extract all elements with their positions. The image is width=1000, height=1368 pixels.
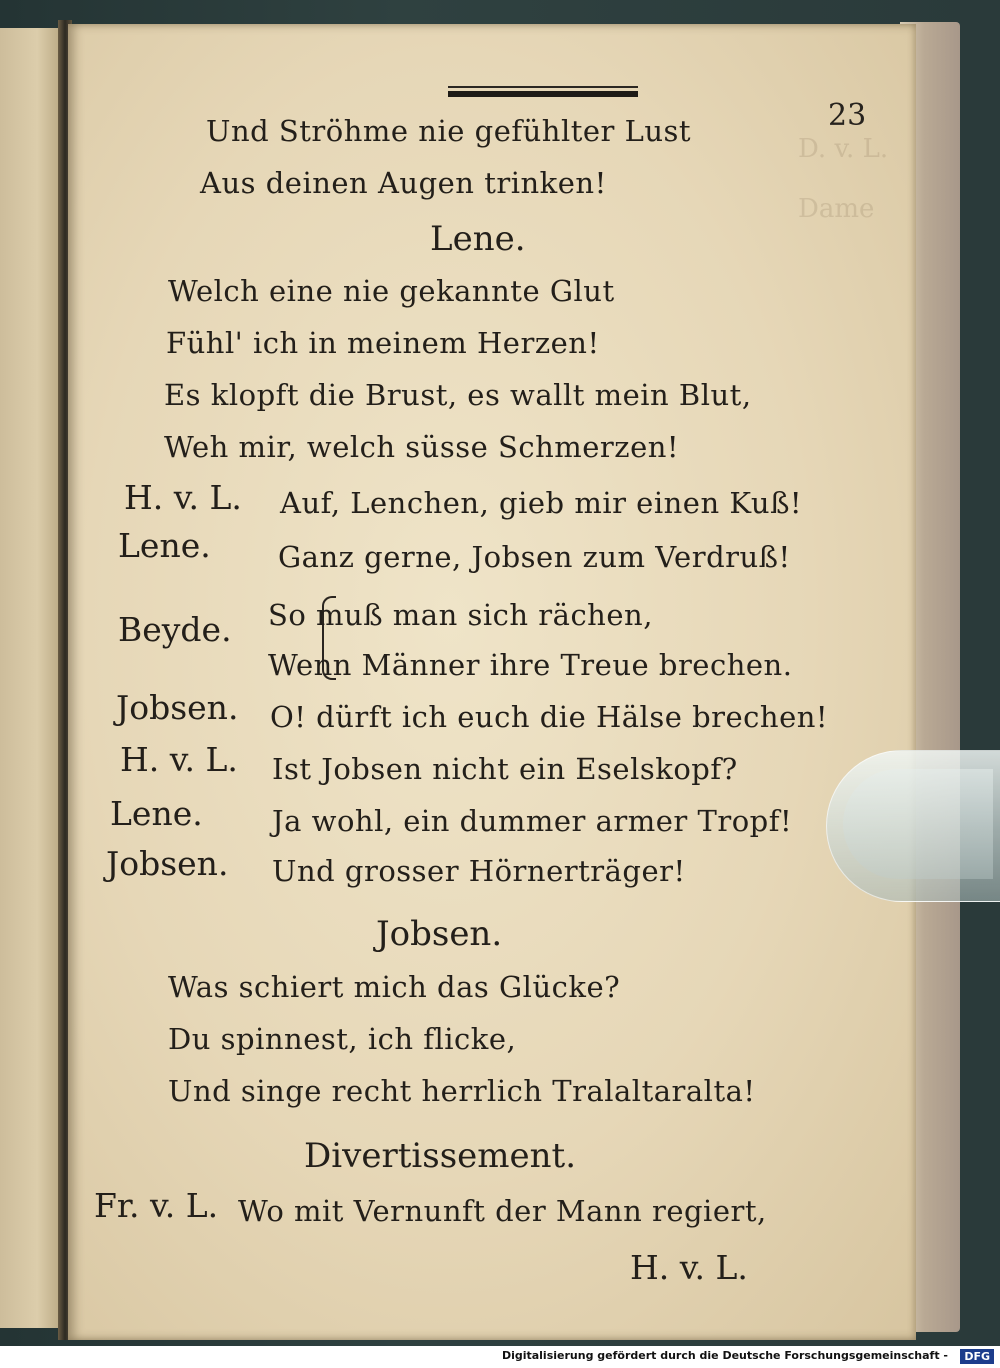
verse-line: Aus deinen Augen trinken! xyxy=(200,166,607,200)
page-number: 23 xyxy=(828,98,867,133)
bleed-through-text: D. v. L. xyxy=(798,134,889,164)
verse-line: Und Ströhme nie gefühlter Lust xyxy=(206,114,692,148)
dialogue-line: Ganz gerne, Jobsen zum Verdruß! xyxy=(278,540,791,574)
verse-line: Was schiert mich das Glücke? xyxy=(168,970,621,1004)
speaker-label: Jobsen. xyxy=(116,688,239,727)
verse-line: Weh mir, welch süsse Schmerzen! xyxy=(164,430,680,464)
speaker-label: Lene. xyxy=(118,526,211,565)
dialogue-line: Und grosser Hörnerträger! xyxy=(272,854,686,888)
speaker-label: H. v. L. xyxy=(124,478,242,517)
footer-bar xyxy=(0,1346,1000,1368)
book-page xyxy=(68,24,916,1340)
verse-line: Welch eine nie gekannte Glut xyxy=(168,274,615,308)
chorus-line: Wenn Männer ihre Treue brechen. xyxy=(268,648,793,682)
bleed-through-text: Dame xyxy=(798,194,875,224)
verse-line: Es klopft die Brust, es wallt mein Blut, xyxy=(164,378,752,412)
dialogue-line: Auf, Lenchen, gieb mir einen Kuß! xyxy=(280,486,803,520)
dialogue-line: Ja wohl, ein dummer armer Tropf! xyxy=(272,804,793,838)
speaker-label-beyde: Beyde. xyxy=(118,610,232,649)
funding-notice: Digitalisierung gefördert durch die Deutsche Forschungsgemeinschaft - xyxy=(501,1349,948,1362)
dialogue-line: Ist Jobsen nicht ein Eselskopf? xyxy=(272,752,738,786)
dialogue-line: Wo mit Vernunft der Mann regiert, xyxy=(238,1194,767,1228)
dialogue-line: O! dürft ich euch die Hälse brechen! xyxy=(270,700,829,734)
speaker-label: Jobsen. xyxy=(106,844,229,883)
page-clip xyxy=(826,750,1000,902)
speaker-label: H. v. L. xyxy=(120,740,238,779)
verse-line: Und singe recht herrlich Tralaltaralta! xyxy=(168,1074,756,1108)
left-page-edge xyxy=(0,28,62,1328)
speaker-label: Fr. v. L. xyxy=(94,1186,219,1225)
verse-line: Fühl' ich in meinem Herzen! xyxy=(166,326,600,360)
catchword: H. v. L. xyxy=(630,1248,748,1287)
verse-line: Du spinnest, ich flicke, xyxy=(168,1022,517,1056)
speaker-label: Lene. xyxy=(110,794,203,833)
header-rule xyxy=(448,86,638,100)
dfg-logo: DFG xyxy=(960,1349,994,1364)
chorus-line: So muß man sich rächen, xyxy=(268,598,653,632)
section-heading-divertissement: Divertissement. xyxy=(304,1136,576,1176)
speaker-heading-lene: Lene. xyxy=(430,219,526,259)
speaker-heading-jobsen: Jobsen. xyxy=(376,914,503,954)
